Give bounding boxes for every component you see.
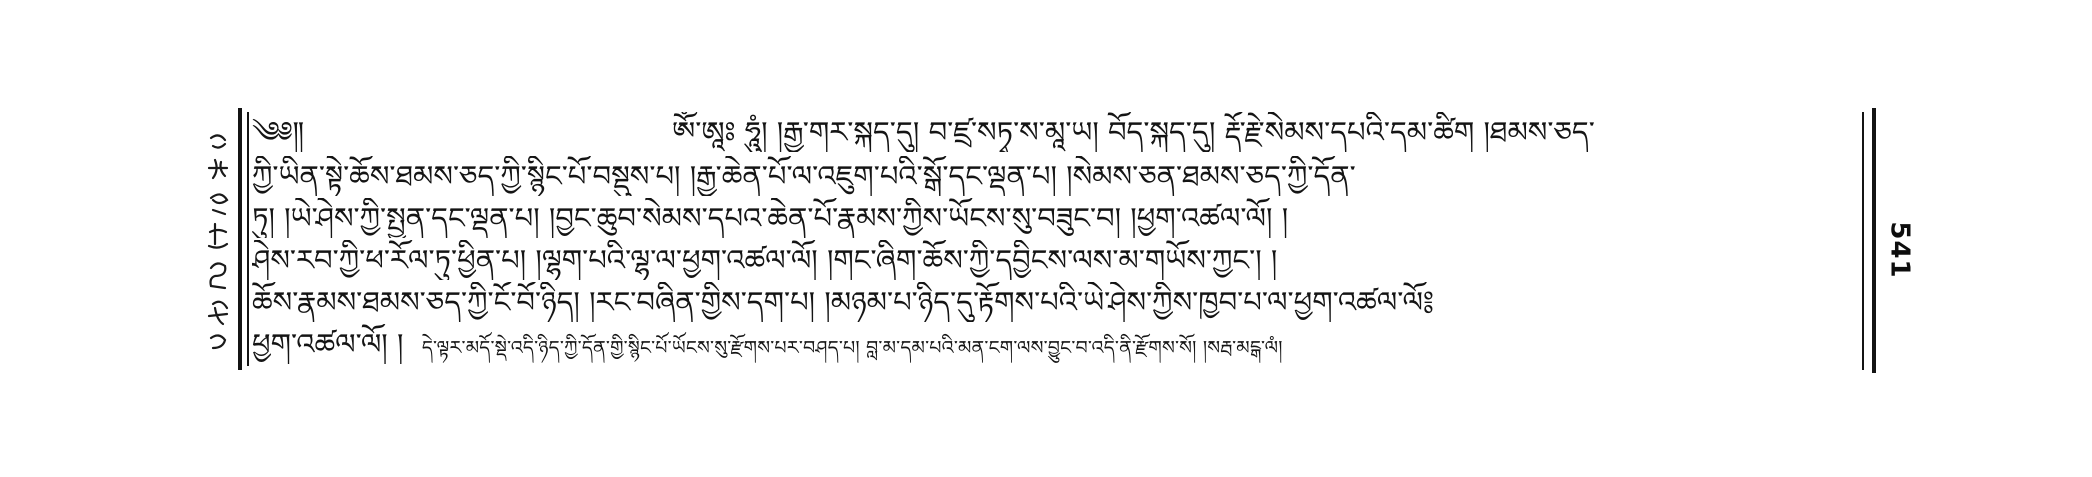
right-border-rule-inner <box>1862 112 1864 370</box>
manuscript-text-block <box>252 112 1858 370</box>
margin-annotation <box>205 128 233 358</box>
text-line-3 <box>252 198 1858 238</box>
text-line-6-lead: ཕྱག་འཚལ་ལོ། ། <box>252 327 404 361</box>
text-line-5-body: ཆོས་རྣམས་ཐམས་ཅད་ཀྱི་ངོ་བོ་ཉིད། །རང་བཞིན་གྱིས་དག་པ། །མཉམ་པ་ཉིད་དུ་རྟོགས་པའི་ཡེ་ཤེས་ཀྱིས་ཁྱབ་པ་ལ་ཕྱག་འཚལ་ལོ༔ <box>252 285 1434 319</box>
left-border-rule-inner <box>247 112 249 366</box>
text-line-3-body: ཏུ། །ཡེ་ཤེས་ཀྱི་སྤྱན་དང་ལྡན་པ། །བྱང་ཆུབ་སེམས་དཔའ་ཆེན་པོ་རྣམས་ཀྱིས་ཡོངས་སུ་བཟུང་བ། །ཕྱག་འཚལ་ལོ། ། <box>252 201 1289 235</box>
text-line-1-body: ༀ་ཨཱཿ ཧཱུཾ། །རྒྱ་གར་སྐད་དུ། བ་ཛྲ་སཏྭ་ས་མཱ་ཡ། བོད་སྐད་དུ། རྡོ་རྗེ་སེམས་དཔའི་དམ་ཚིག །ཐམས་ཅད་ <box>672 115 1595 149</box>
left-border-rule <box>238 108 242 370</box>
text-line-2 <box>252 156 1858 196</box>
text-line-2-body: ཀྱི་ཡིན་སྟེ་ཆོས་ཐམས་ཅད་ཀྱི་སྙིང་པོ་བསྡུས་པ། །རྒྱ་ཆེན་པོ་ལ་འཇུག་པའི་སྒོ་དང་ལྡན་པ། །སེམས་ཅན་ཐམས་ཅད་ཀྱི་དོན་ <box>252 159 1356 193</box>
page-number-text: 541 <box>1885 221 1915 279</box>
text-line-1 <box>252 112 1858 152</box>
text-line-6 <box>252 324 1858 364</box>
page-number <box>1882 220 1918 280</box>
text-line-4 <box>252 240 1858 280</box>
right-border-rule <box>1872 108 1876 373</box>
text-line-6-colophon: དེ་ལྟར་མདོ་སྡེ་འདི་ཉིད་ཀྱི་དོན་གྱི་སྙིང་པོ་ཡོངས་སུ་རྫོགས་པར་བཤད་པ། བླ་མ་དམ་པའི་མན་ངག་ལས་བྱུང་བ་འདི་ནི་རྫོགས་སོ། །སརྦ་མངྒ་ལཾ། <box>421 337 1283 359</box>
folio-label: ༄༅༎ <box>252 115 305 149</box>
text-line-4-body: ཤེས་རབ་ཀྱི་ཕ་རོལ་ཏུ་ཕྱིན་པ། །ལྷག་པའི་ལྷ་ལ་ཕྱག་འཚལ་ལོ། །གང་ཞིག་ཆོས་ཀྱི་དབྱིངས་ལས་མ་གཡོས་ཀྱང་། ། <box>252 243 1278 277</box>
text-line-5 <box>252 282 1858 322</box>
